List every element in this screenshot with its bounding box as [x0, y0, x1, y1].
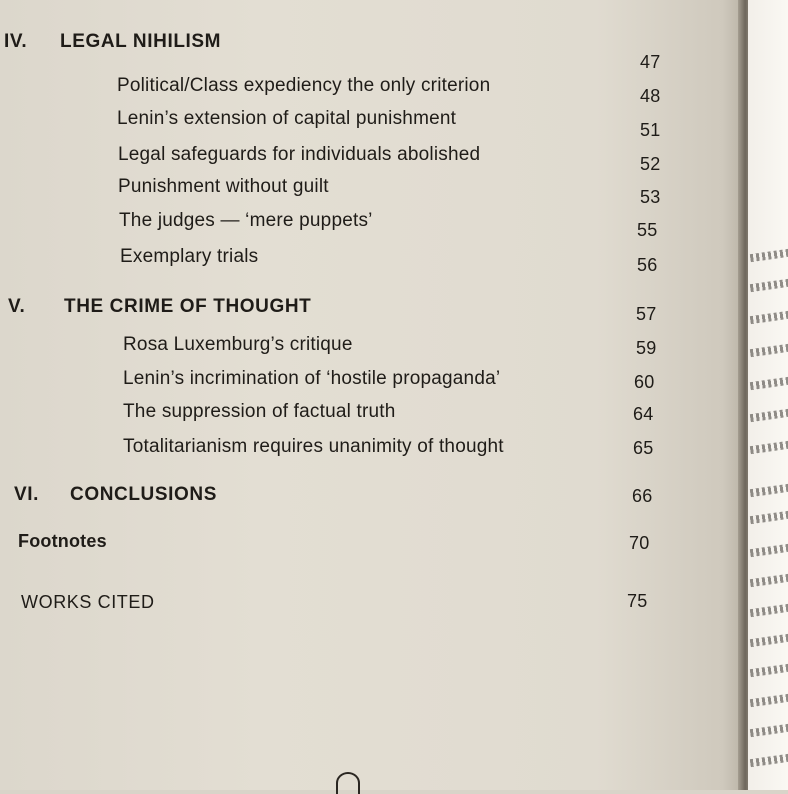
section-numeral: V. [8, 296, 26, 317]
toc-page-number: 55 [637, 220, 658, 240]
footnotes-label: Footnotes [18, 531, 107, 551]
section-numeral: IV. [4, 31, 28, 52]
toc-entry: Rosa Luxemburg’s critique [123, 334, 353, 355]
toc-entry: Exemplary trials [120, 246, 259, 267]
toc-page-number: 51 [640, 120, 661, 140]
toc-page-number: 64 [633, 404, 654, 424]
works-cited-page-number: 75 [627, 591, 648, 611]
toc-page-number: 59 [636, 338, 657, 358]
section-heading-v [8, 296, 311, 318]
adjacent-page-edge [748, 0, 788, 790]
toc-entry: Political/Class expediency the only criterion [117, 75, 491, 96]
section-heading-vi [14, 484, 217, 506]
toc-entry: Lenin’s incrimination of ‘hostile propaganda’ [123, 368, 501, 389]
footnotes-page-number: 70 [629, 533, 650, 553]
section-numeral: VI. [14, 484, 40, 505]
works-cited-label: WORKS CITED [21, 592, 155, 612]
section-title: THE CRIME OF THOUGHT [64, 296, 312, 317]
section-page-number: 66 [632, 486, 653, 506]
toc-page-number: 56 [637, 255, 658, 275]
section-title: CONCLUSIONS [70, 484, 217, 505]
toc-page-number: 65 [633, 438, 654, 458]
toc-entry: Totalitarianism requires unanimity of thought [123, 436, 504, 457]
toc-entry: The suppression of factual truth [123, 401, 396, 422]
toc-page-number: 60 [634, 372, 655, 392]
section-title: LEGAL NIHILISM [60, 31, 222, 52]
bleed-through-text [750, 246, 788, 262]
toc-entry: The judges — ‘mere puppets’ [119, 210, 373, 231]
ornament-mark [336, 772, 360, 794]
toc-entry: Punishment without guilt [118, 176, 329, 197]
toc-page-number: 52 [640, 154, 661, 174]
section-page-number: 57 [636, 304, 657, 324]
toc-entry: Legal safeguards for individuals abolished [118, 144, 481, 165]
toc-entry: Lenin’s extension of capital punishment [117, 108, 457, 129]
section-heading-iv [4, 31, 221, 53]
section-page-number: 47 [640, 52, 661, 72]
toc-page-number: 53 [640, 187, 661, 207]
toc-page-number: 48 [640, 86, 661, 106]
